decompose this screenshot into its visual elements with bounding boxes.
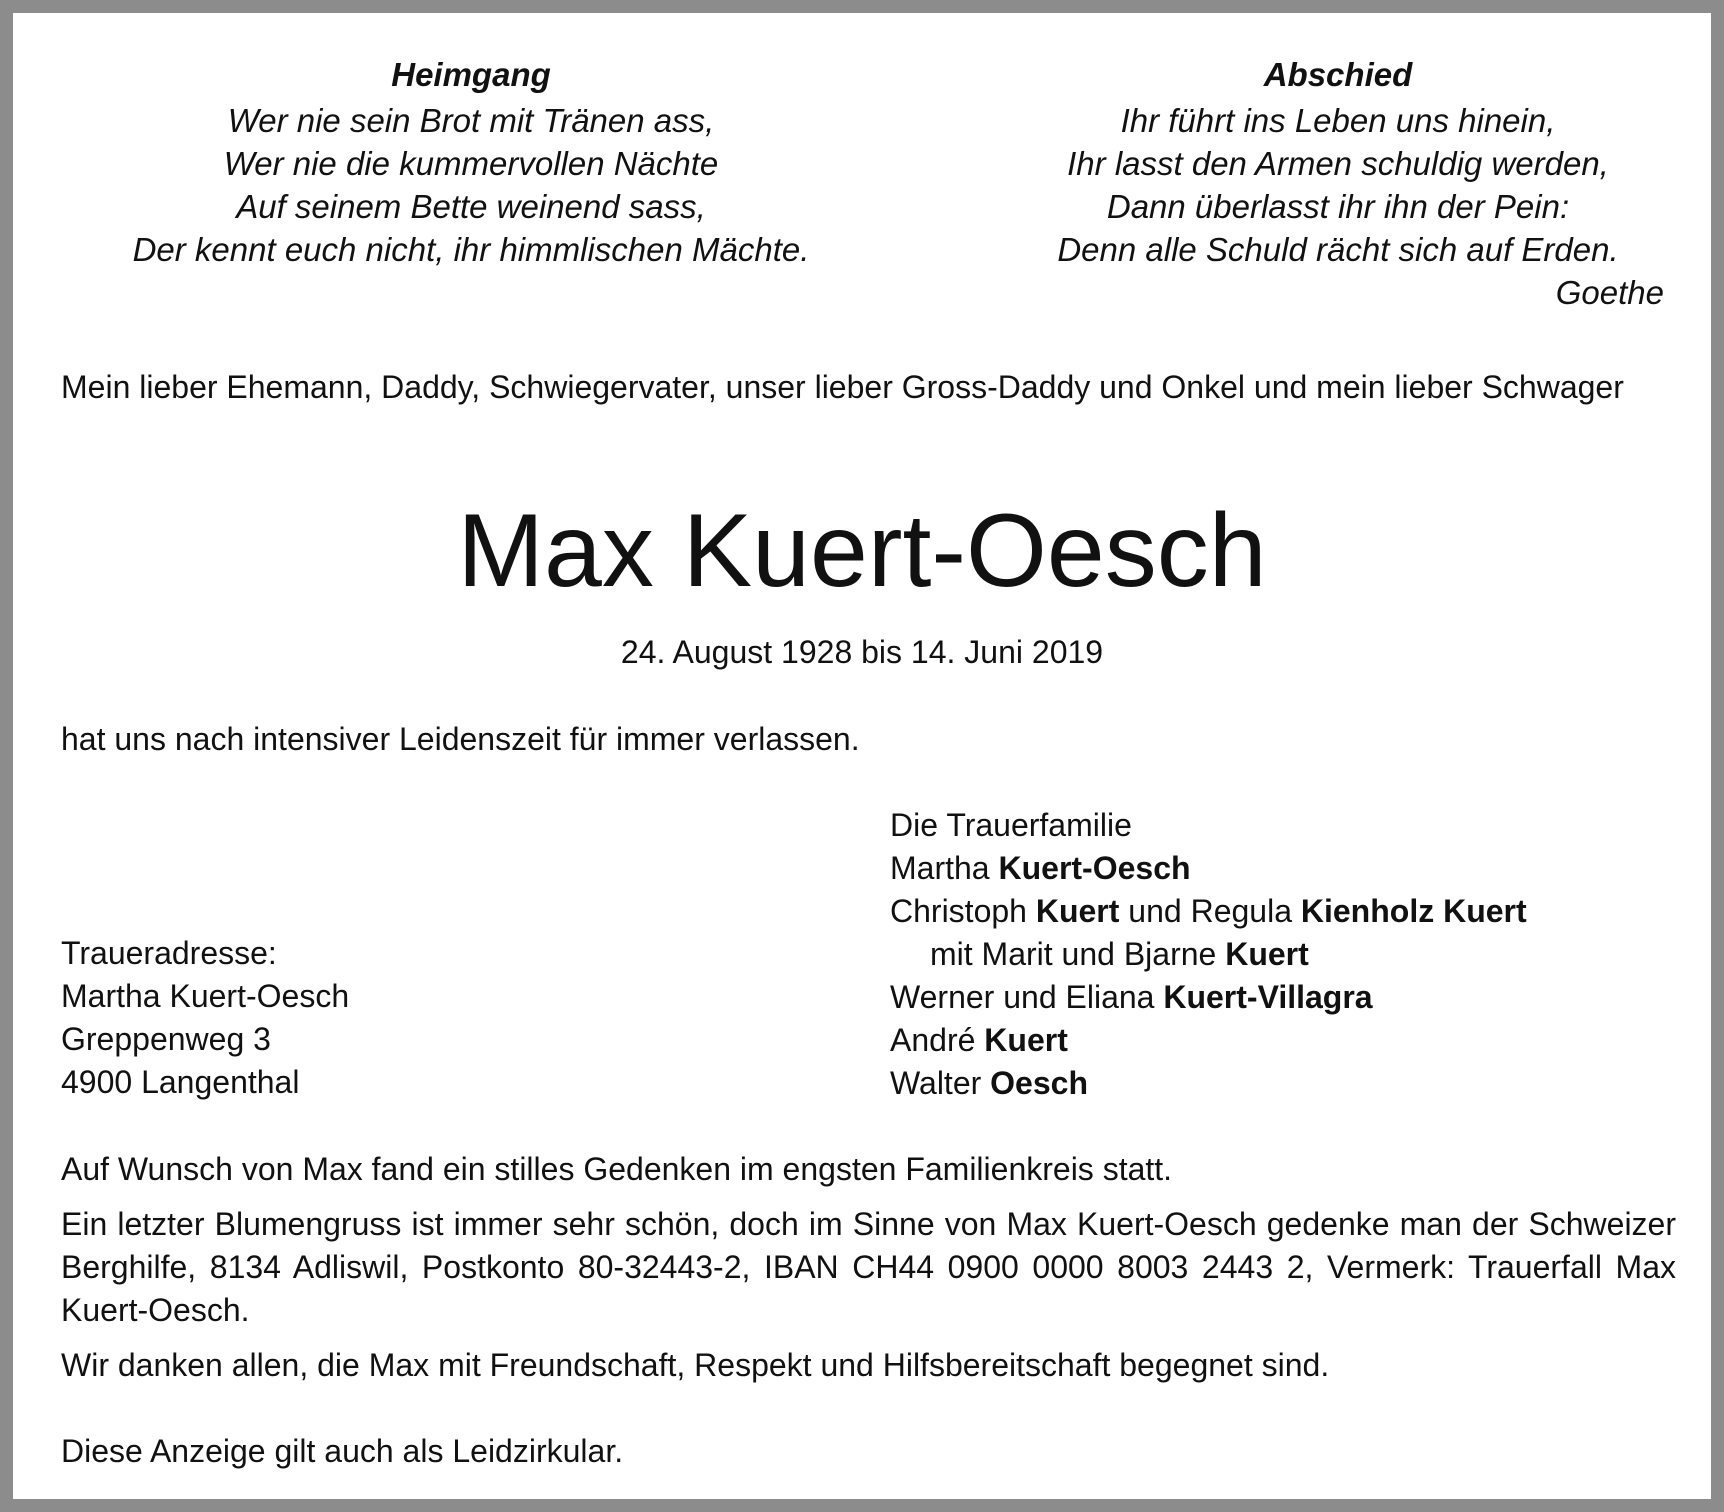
family-member: André Kuert bbox=[890, 1022, 1068, 1058]
family-member: Werner und Eliana Kuert-Villagra bbox=[890, 979, 1373, 1015]
family-member: Christoph Kuert und Regula Kienholz Kuert bbox=[890, 893, 1527, 929]
poem-line: Auf seinem Bette weinend sass, bbox=[236, 188, 706, 225]
poem-abschied bbox=[998, 53, 1678, 314]
memorial-note: Auf Wunsch von Max fand ein stilles Gedenken im engsten Familienkreis statt. bbox=[61, 1151, 1173, 1187]
poem-line: Ihr lasst den Armen schuldig werden, bbox=[1067, 145, 1609, 182]
address-name: Martha Kuert-Oesch bbox=[61, 978, 350, 1014]
intro-text: Mein lieber Ehemann, Daddy, Schwiegervater, unser lieber Gross-Daddy und Onkel und mein lieber Schwager bbox=[61, 369, 1624, 405]
poem-line: Wer nie die kummervollen Nächte bbox=[223, 145, 719, 182]
poem-line: Ihr führt ins Leben uns hinein, bbox=[1120, 102, 1556, 139]
family-member: Walter Oesch bbox=[890, 1065, 1088, 1101]
life-dates: 24. August 1928 bis 14. Juni 2019 bbox=[620, 634, 1104, 670]
poem-line: Dann überlasst ihr ihn der Pein: bbox=[1106, 188, 1570, 225]
obituary-page bbox=[13, 13, 1711, 1499]
family-member: Martha Kuert-Oesch bbox=[890, 850, 1191, 886]
poem-line: Wer nie sein Brot mit Tränen ass, bbox=[227, 102, 715, 139]
poem-attribution: Goethe bbox=[1555, 274, 1664, 311]
circular-note: Diese Anzeige gilt auch als Leidzirkular. bbox=[61, 1433, 624, 1469]
poem-title: Abschied bbox=[1263, 56, 1413, 93]
poem-title: Heimgang bbox=[391, 56, 551, 93]
address-label: Traueradresse: bbox=[61, 935, 277, 971]
address-street: Greppenweg 3 bbox=[61, 1021, 271, 1057]
passing-text: hat uns nach intensiver Leidenszeit für immer verlassen. bbox=[61, 721, 860, 757]
poem-line: Denn alle Schuld rächt sich auf Erden. bbox=[1057, 231, 1619, 268]
thanks-note: Wir danken allen, die Max mit Freundschaft, Respekt und Hilfsbereitschaft begegnet sind. bbox=[61, 1347, 1330, 1383]
deceased-name: Max Kuert-Oesch bbox=[457, 493, 1267, 609]
donation-note: Ein letzter Blumengruss ist immer sehr schön, doch im Sinne von Max Kuert-Oesch gedenke man der Schweizer Berghilfe, 8134 Adliswil, Postkonto 80-32443-2, IBAN CH44 0900 0000 8003 2443 2, Vermerk: Trauerfall Max Kuert-Oesch. bbox=[61, 1206, 1676, 1328]
family-heading: Die Trauerfamilie bbox=[890, 807, 1132, 843]
address-city: 4900 Langenthal bbox=[61, 1064, 300, 1100]
mourning-family bbox=[890, 804, 1680, 1105]
poem-heimgang bbox=[83, 53, 859, 271]
poem-line: Der kennt euch nicht, ihr himmlischen Mächte. bbox=[132, 231, 810, 268]
family-member: mit Marit und Bjarne Kuert bbox=[930, 936, 1309, 972]
mourning-address bbox=[61, 932, 349, 1104]
